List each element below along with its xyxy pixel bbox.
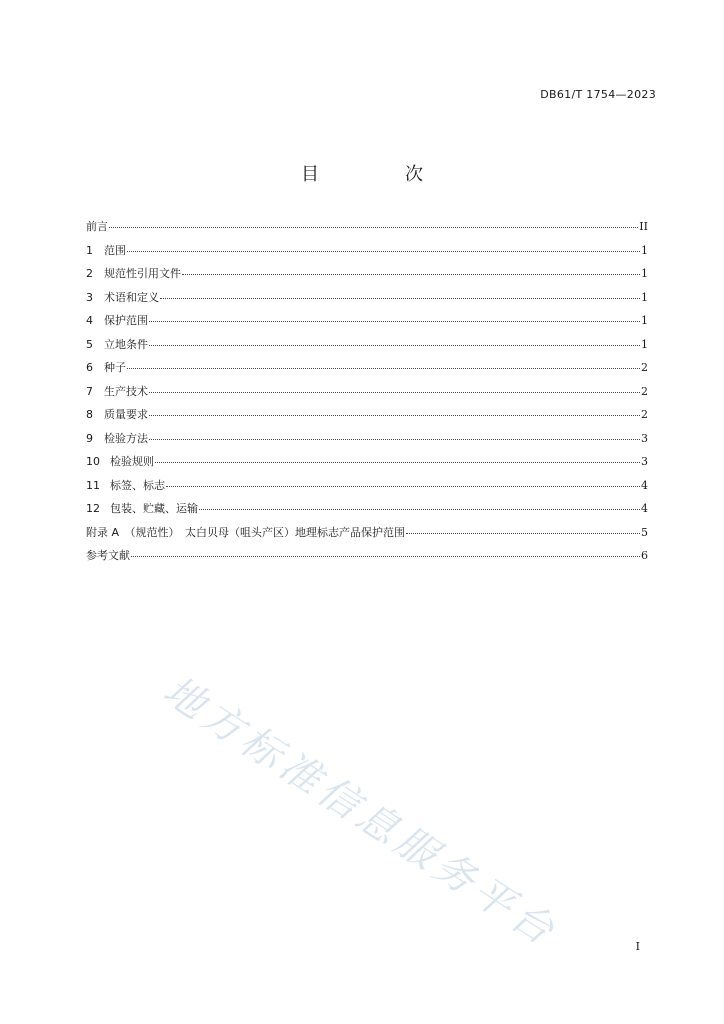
toc-entry-label: 术语和定义 (104, 290, 159, 304)
toc-leader-dots (149, 392, 640, 393)
toc-entry-number: 4 (86, 314, 93, 327)
toc-entry-label: 规范性引用文件 (104, 267, 181, 280)
toc-entry-label: 生产技术 (104, 384, 148, 398)
toc-entry-label: 参考文献 (86, 549, 130, 562)
toc-entry-10[interactable] (86, 455, 648, 479)
toc-entry-label: 前言 (86, 220, 108, 233)
toc-entry-1[interactable] (86, 244, 648, 268)
toc-entry-appendix-a[interactable] (86, 526, 648, 550)
toc-entry-number: 10 (86, 455, 100, 468)
toc-entry-page: 3 (641, 455, 648, 468)
toc-entry-page: 2 (641, 361, 648, 374)
toc-entry-11[interactable] (86, 479, 648, 503)
page-title: 目 次 (301, 164, 457, 185)
toc-entry-number: 11 (86, 478, 100, 492)
toc-entry-page: 5 (641, 525, 648, 539)
toc-entry-number: 1 (86, 243, 93, 257)
toc-entry-number: 9 (86, 431, 93, 445)
toc-entry-foreword[interactable] (86, 220, 648, 244)
toc-leader-dots (406, 533, 640, 534)
toc-entry-page: 3 (641, 431, 648, 445)
toc-leader-dots (160, 298, 640, 299)
toc-entry-7[interactable] (86, 385, 648, 409)
toc-entry-label: 检验规则 (110, 455, 154, 468)
toc-entry-page: 1 (641, 267, 648, 280)
toc-entry-page: 4 (641, 478, 648, 492)
page-number: I (635, 940, 640, 953)
toc-entry-6[interactable] (86, 361, 648, 385)
toc-entry-label: 质量要求 (104, 408, 148, 421)
toc-entry-8[interactable] (86, 408, 648, 432)
document-code: DB61/T 1754—2023 (540, 88, 656, 101)
toc-leader-dots (149, 345, 640, 346)
toc-entry-9[interactable] (86, 432, 648, 456)
toc-leader-dots (149, 321, 640, 322)
toc-entry-label: 保护范围 (104, 314, 148, 327)
toc-entry-page: 6 (641, 549, 648, 562)
toc-entry-number: 7 (86, 384, 93, 398)
toc-entry-3[interactable] (86, 291, 648, 315)
toc-entry-label: 标签、标志 (110, 478, 165, 492)
toc-leader-dots (127, 368, 640, 369)
toc-entry-references[interactable] (86, 549, 648, 573)
toc-entry-page: 2 (641, 384, 648, 398)
toc-entry-label: 立地条件 (104, 337, 148, 351)
table-of-contents (86, 220, 648, 573)
toc-entry-number: 6 (86, 361, 93, 374)
toc-entry-number: 8 (86, 408, 93, 421)
toc-entry-label: 检验方法 (104, 431, 148, 445)
toc-entry-label: 范围 (104, 243, 126, 257)
toc-entry-page: 1 (641, 314, 648, 327)
toc-leader-dots (109, 227, 638, 228)
toc-entry-2[interactable] (86, 267, 648, 291)
toc-entry-page: 1 (641, 337, 648, 351)
toc-entry-page: 2 (641, 408, 648, 421)
toc-entry-number: 3 (86, 290, 93, 304)
toc-entry-4[interactable] (86, 314, 648, 338)
toc-entry-label: 附录 A （规范性） 太白贝母（咀头产区）地理标志产品保护范围 (86, 525, 406, 539)
toc-leader-dots (166, 486, 640, 487)
toc-leader-dots (155, 462, 640, 463)
toc-leader-dots (127, 251, 640, 252)
toc-entry-page: 1 (641, 243, 648, 257)
toc-entry-label: 种子 (104, 361, 126, 374)
toc-entry-label: 包装、贮藏、运输 (110, 502, 198, 515)
toc-entry-12[interactable] (86, 502, 648, 526)
toc-leader-dots (182, 274, 640, 275)
toc-leader-dots (149, 439, 640, 440)
toc-entry-number: 12 (86, 502, 100, 515)
toc-entry-page: II (639, 220, 648, 233)
watermark-text: 地方标准信息服务平台 (155, 667, 566, 957)
toc-leader-dots (131, 556, 640, 557)
toc-leader-dots (199, 509, 640, 510)
toc-leader-dots (149, 415, 640, 416)
toc-entry-5[interactable] (86, 338, 648, 362)
toc-entry-number: 2 (86, 267, 93, 280)
toc-entry-number: 5 (86, 337, 93, 351)
toc-entry-page: 1 (641, 290, 648, 304)
toc-entry-page: 4 (641, 502, 648, 515)
